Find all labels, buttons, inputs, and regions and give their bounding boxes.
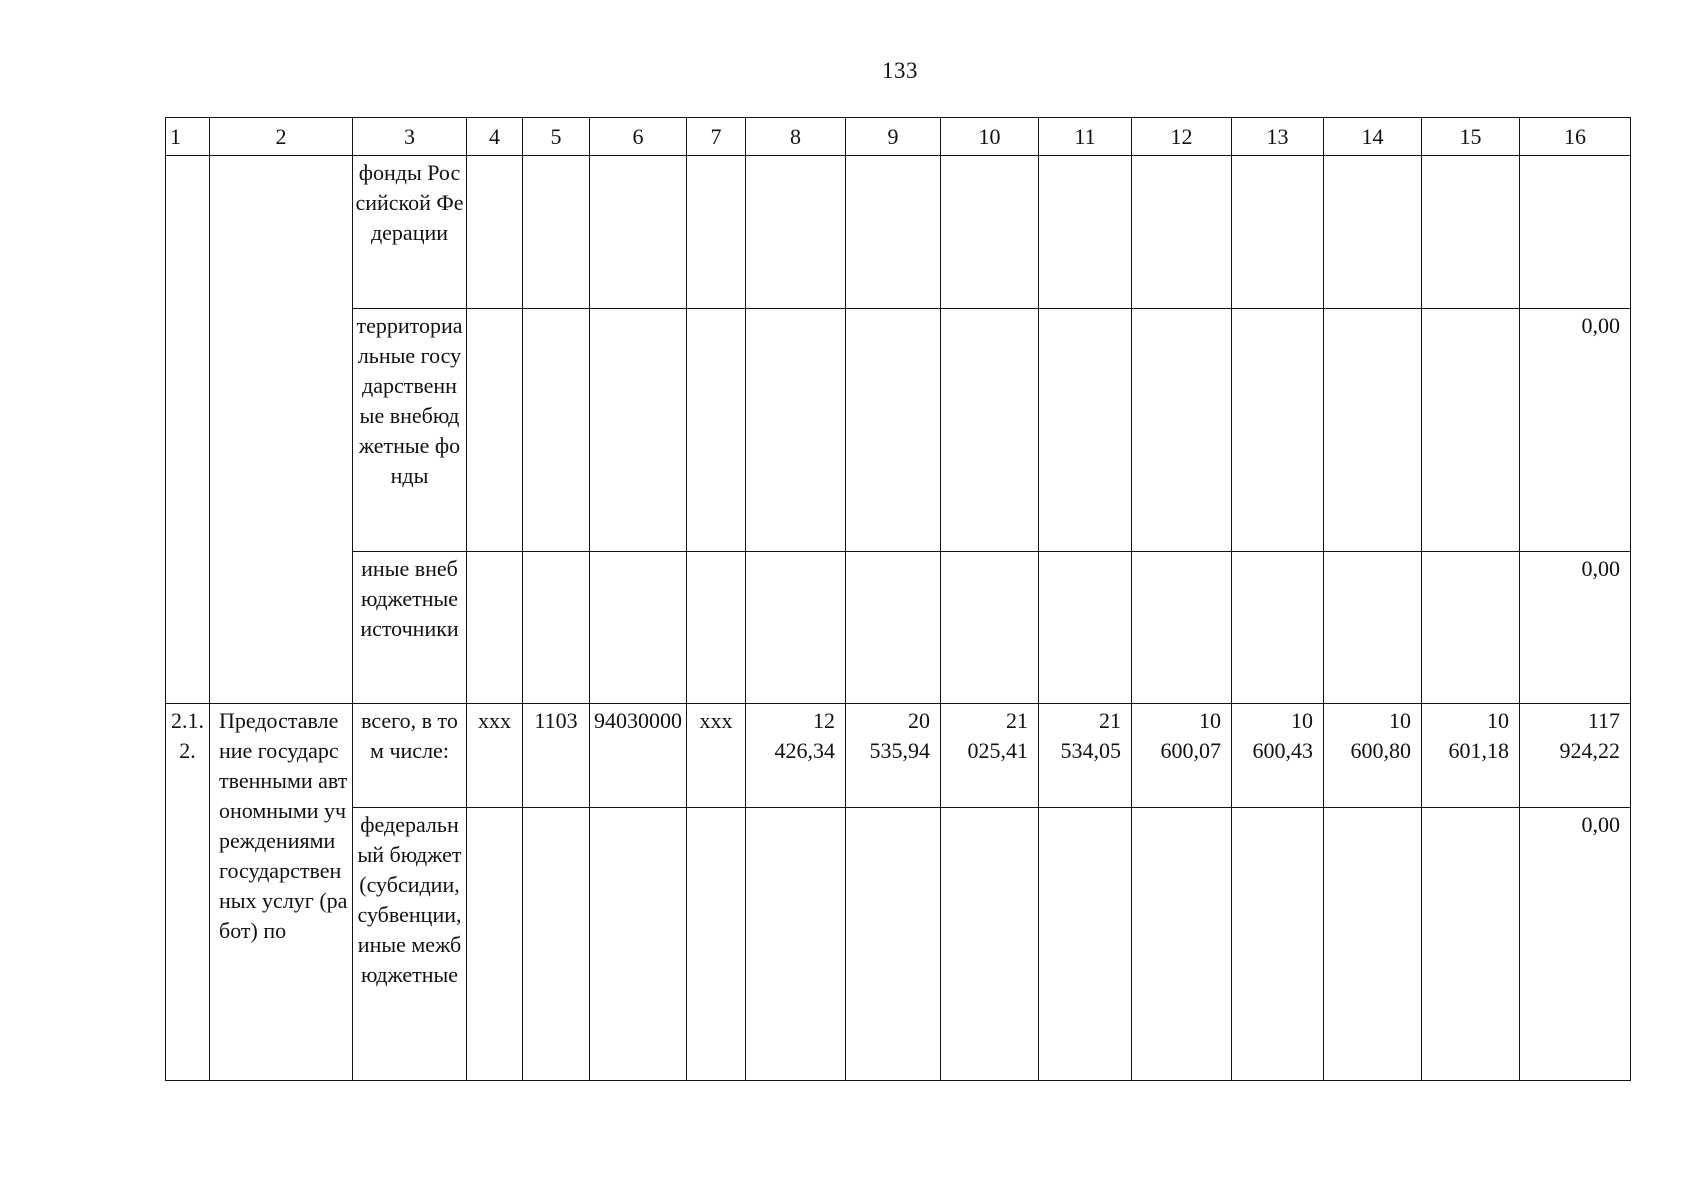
item-description: Предоставление государственными автономными учреждениями государственных услуг (работ) по [210, 704, 353, 1081]
column-header-11: 11 [1039, 118, 1132, 156]
total-cell: 0,00 [1520, 552, 1631, 704]
amount-cell: 21 025,41 [941, 704, 1039, 808]
code-cell: ххх [467, 704, 523, 808]
funding-source-cell: иные внебюджетные источники [353, 552, 467, 704]
table-row [166, 552, 1631, 704]
page-number: 133 [882, 58, 918, 83]
column-header-14: 14 [1324, 118, 1422, 156]
item-index: 2.1.2. [166, 704, 210, 1081]
code-cell: 94030000 [590, 704, 687, 808]
column-header-9: 9 [846, 118, 941, 156]
funding-source-cell: территориальные государственные внебюджетные фонды [353, 309, 467, 552]
amount-cell: 10 600,43 [1232, 704, 1324, 808]
amount-cell: 12 426,34 [746, 704, 846, 808]
column-header-13: 13 [1232, 118, 1324, 156]
total-cell: 0,00 [1520, 309, 1631, 552]
funding-source-cell: федеральный бюджет (субсидии, субвенции, иные межбюджетные [353, 808, 467, 1081]
column-header-3: 3 [353, 118, 467, 156]
funding-source-cell: всего, в том числе: [353, 704, 467, 808]
table-row [166, 156, 1631, 309]
column-header-8: 8 [746, 118, 846, 156]
amount-cell: 10 600,07 [1132, 704, 1232, 808]
amount-cell: 10 600,80 [1324, 704, 1422, 808]
table-row [166, 704, 1631, 808]
index-cell [166, 156, 210, 704]
column-header-12: 12 [1132, 118, 1232, 156]
funding-source-cell: фонды Российской Федерации [353, 156, 467, 309]
table-row [166, 808, 1631, 1081]
description-cell [210, 156, 353, 704]
total-cell: 0,00 [1520, 808, 1631, 1081]
column-number-row [166, 118, 1631, 156]
code-cell: ххх [687, 704, 746, 808]
amount-cell: 21 534,05 [1039, 704, 1132, 808]
table-row [166, 309, 1631, 552]
total-cell: 117 924,22 [1520, 704, 1631, 808]
column-header-1: 1 [166, 118, 210, 156]
column-header-7: 7 [687, 118, 746, 156]
column-header-10: 10 [941, 118, 1039, 156]
column-header-5: 5 [523, 118, 590, 156]
column-header-16: 16 [1520, 118, 1631, 156]
amount-cell: 10 601,18 [1422, 704, 1520, 808]
budget-table [165, 117, 1631, 1081]
column-header-6: 6 [590, 118, 687, 156]
amount-cell: 20 535,94 [846, 704, 941, 808]
column-header-4: 4 [467, 118, 523, 156]
column-header-2: 2 [210, 118, 353, 156]
total-cell [1520, 156, 1631, 309]
column-header-15: 15 [1422, 118, 1520, 156]
code-cell: 1103 [523, 704, 590, 808]
